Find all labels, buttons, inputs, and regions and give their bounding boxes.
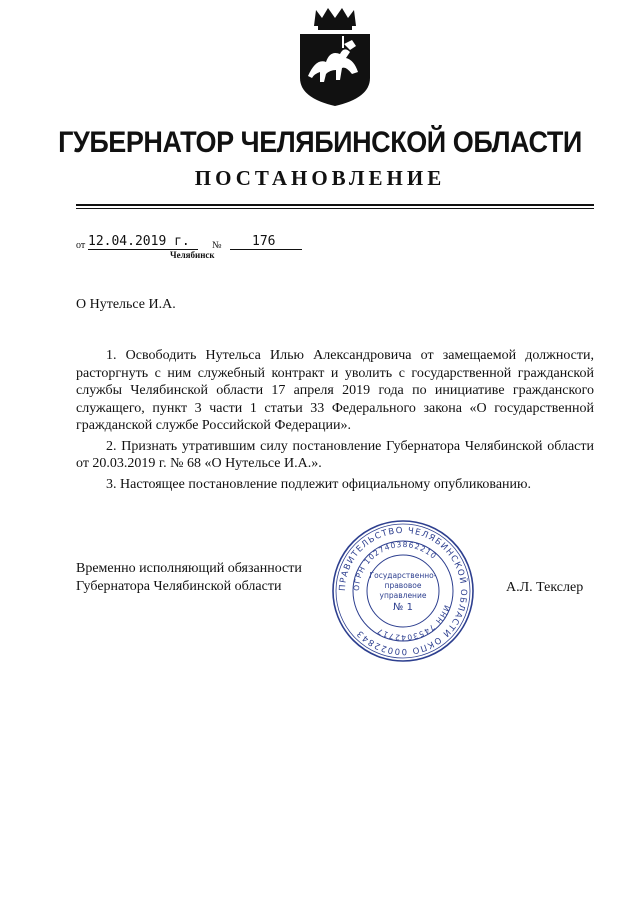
signatory-title <box>76 560 326 595</box>
coat-of-arms-emblem <box>296 6 374 108</box>
paragraph-3: 3. Настоящее постановление подлежит официальному опубликованию. <box>106 476 531 492</box>
document-number: 176 <box>230 234 302 250</box>
header-rule-thick <box>76 204 594 206</box>
paragraph-2: 2. Признать утратившим силу постановление Губернатора Челябинской области от 20.03.2019 г. № 68 «О Нутельсе И.А.». <box>76 438 594 471</box>
number-label: № <box>212 240 222 251</box>
official-stamp <box>328 516 478 666</box>
organization-title: ГУБЕРНАТОР ЧЕЛЯБИНСКОЙ ОБЛАСТИ <box>58 126 582 159</box>
document-type: ПОСТАНОВЛЕНИЕ <box>194 166 446 190</box>
stamp-ogrn-text: ОГРН 1027403862210 <box>351 539 439 592</box>
stamp-center-line-3: управление <box>379 591 427 600</box>
document-subject: О Нутельсе И.А. <box>76 297 176 312</box>
document-city: Челябинск <box>170 250 215 260</box>
stamp-center-line-1: Государственно- <box>369 571 437 580</box>
paragraph-1: 1. Освободить Нутельса Илью Александровича от замещаемой должности, расторгнуть с ним служебный контракт и уволить с государственной гражданской службы Челябинской области 17 апреля 2019 года по инициативе гражданского служащего, пункт 3 части 1 статьи 33 Федерального закона «О государственной гражданской службе Российской Федерации». <box>76 348 594 433</box>
signatory-title-line-2: Губернатора Челябинской области <box>76 578 282 594</box>
document-date: 12.04.2019 г. <box>88 234 198 250</box>
stamp-inn-text: ИНН 7453042717 <box>375 603 452 643</box>
stamp-center-line-2: правовое <box>384 581 422 590</box>
document-body <box>76 347 594 496</box>
signatory-name: А.Л. Текслер <box>506 580 584 595</box>
signatory-title-line-1: Временно исполняющий обязанности <box>76 561 302 576</box>
stamp-ring-text: ПРАВИТЕЛЬСТВО ЧЕЛЯБИНСКОЙ ОБЛАСТИ ОКПО 00022843 <box>337 525 469 657</box>
header-rule-thin <box>76 208 594 209</box>
stamp-center-line-4: № 1 <box>393 602 413 613</box>
date-label: от <box>76 240 86 251</box>
